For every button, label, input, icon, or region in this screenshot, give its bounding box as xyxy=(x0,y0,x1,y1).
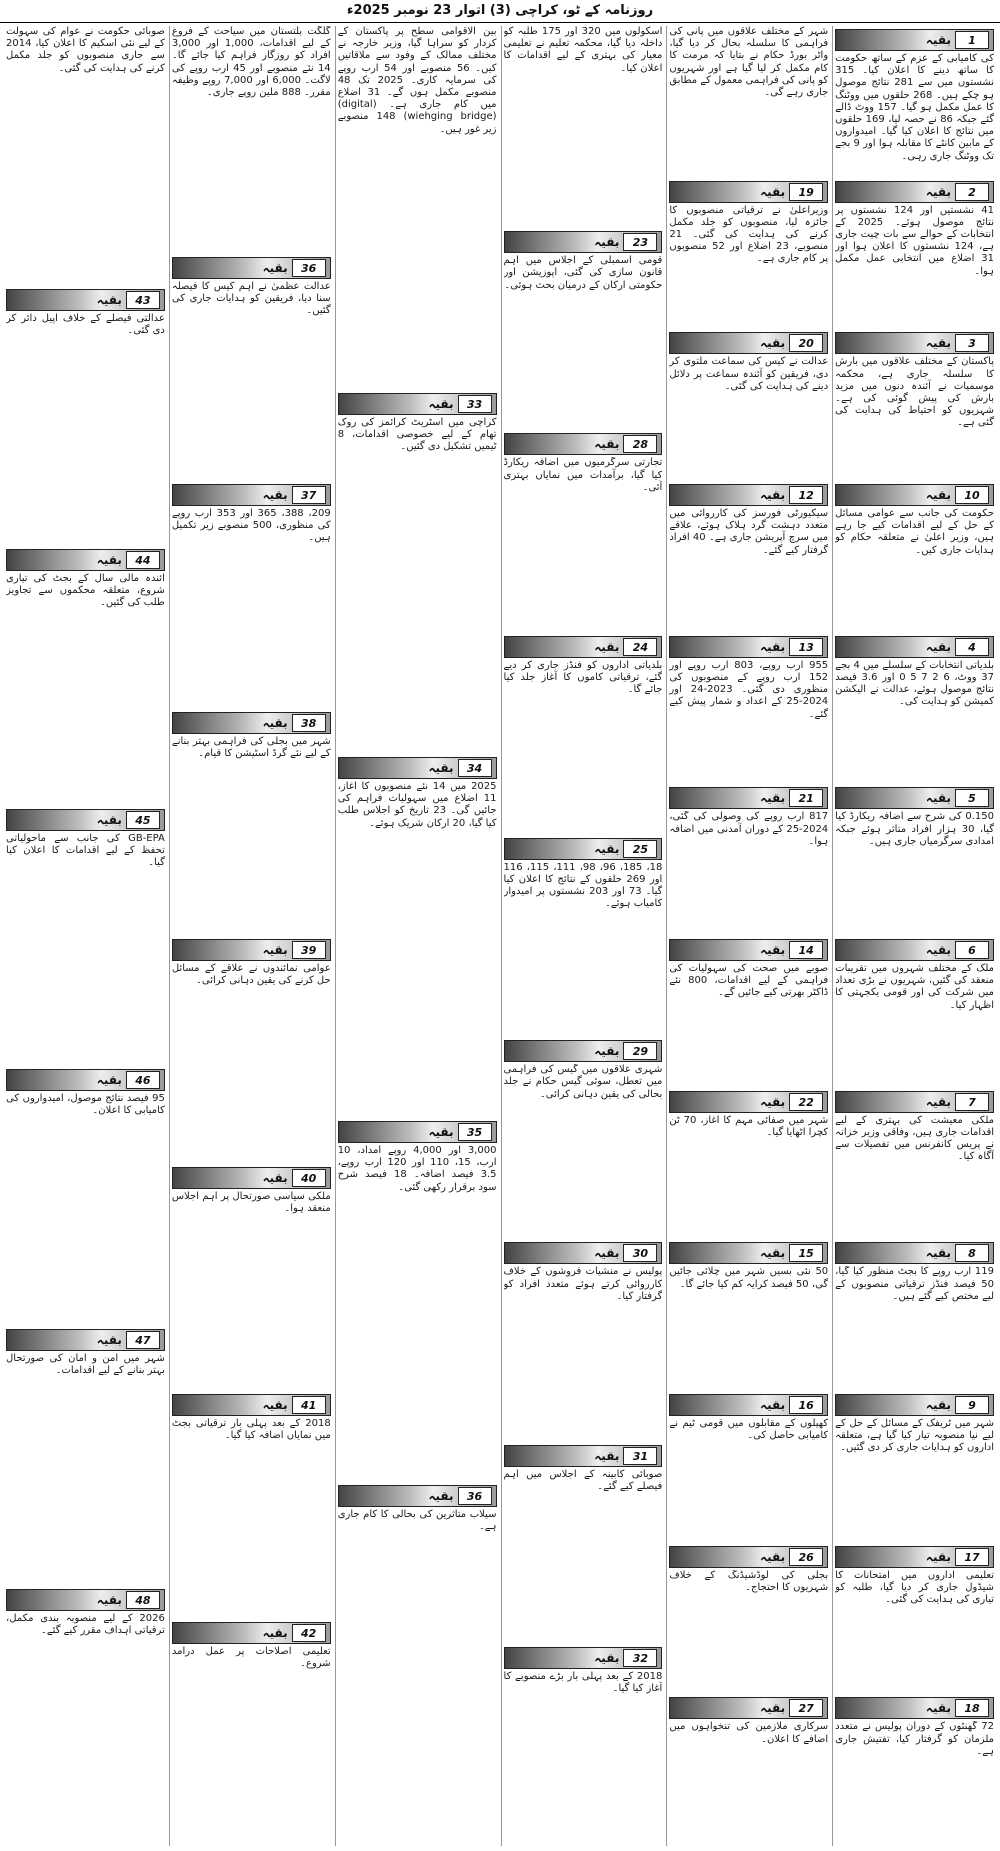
story-banner xyxy=(6,549,165,571)
story-banner xyxy=(172,939,331,961)
story-banner xyxy=(669,181,828,203)
banner-label: بقیہ xyxy=(760,1549,786,1564)
story-banner xyxy=(669,484,828,506)
banner-label: بقیہ xyxy=(262,260,288,275)
story-number: 45 xyxy=(126,811,160,829)
story-text: 0.150 کی شرح سے اضافہ ریکارڈ کیا گیا، 30 ہزار افراد متاثر ہوئے جبکہ امدادی سرگرمیاں جاری ہیں۔ xyxy=(835,811,994,847)
story-number: 17 xyxy=(955,1548,989,1566)
story-banner xyxy=(835,484,994,506)
banner-label: بقیہ xyxy=(594,437,620,452)
banner-label: بقیہ xyxy=(760,1701,786,1716)
story-banner xyxy=(835,29,994,51)
story-banner xyxy=(6,1589,165,1611)
story-text: تعلیمی اصلاحات پر عمل درآمد شروع۔ xyxy=(171,1645,331,1669)
story-text: شہر کے مختلف علاقوں میں پانی کی فراہمی کا سلسلہ بحال کر دیا گیا، واٹر بورڈ حکام نے بتایا کہ مرمت کا کام مکمل کر لیا گیا ہے اور شہریوں کو پانی کی فراہمی معمول کے مطابق جاری رہے گی۔ xyxy=(669,26,829,99)
story xyxy=(835,936,994,1088)
story-number: 14 xyxy=(789,941,823,959)
story-number: 2 xyxy=(955,183,989,201)
story-number: 7 xyxy=(955,1093,989,1111)
story xyxy=(6,1066,165,1326)
story xyxy=(504,26,663,228)
banner-label: بقیہ xyxy=(262,943,288,957)
story-number: 46 xyxy=(126,1071,160,1089)
story-text: ملکی سیاسی صورتحال پر اہم اجلاس منعقد ہوا۔ xyxy=(171,1190,331,1214)
banner-label: بقیہ xyxy=(96,813,122,827)
banner-label: بقیہ xyxy=(262,1625,288,1640)
story-number: 35 xyxy=(458,1123,492,1141)
banner-label: بقیہ xyxy=(760,184,786,199)
banner-label: بقیہ xyxy=(96,1593,122,1607)
banner-label: بقیہ xyxy=(760,336,786,351)
story xyxy=(669,1694,828,1846)
banner-label: بقیہ xyxy=(760,791,786,806)
story-text: 2026 کے لیے منصوبہ بندی مکمل، ترقیاتی اہداف مقرر کیے گئے۔ xyxy=(6,1613,165,1637)
story-number: 47 xyxy=(126,1331,160,1349)
story-banner xyxy=(669,1242,828,1264)
story-number: 1 xyxy=(955,31,989,49)
story-banner xyxy=(835,1394,994,1416)
story xyxy=(172,26,331,254)
banner-label: بقیہ xyxy=(925,1398,951,1413)
story xyxy=(172,254,331,482)
story-text: سرکاری ملازمین کی تنخواہوں میں اضافے کا اعلان۔ xyxy=(669,1721,829,1745)
story-text: 119 ارب روپے کا بجٹ منظور کیا گیا، 50 فیصد فنڈز ترقیاتی منصوبوں کے لیے مختص کیے گئے ہیں۔ xyxy=(835,1266,994,1302)
banner-label: بقیہ xyxy=(428,1489,454,1503)
story-text: شہری علاقوں میں گیس کی فراہمی میں تعطل، سوئی گیس حکام نے جلد بحالی کی یقین دہانی کرائی۔ xyxy=(503,1064,663,1100)
story-banner xyxy=(6,289,165,311)
story-number: 29 xyxy=(623,1042,657,1060)
banner-label: بقیہ xyxy=(428,397,454,411)
story xyxy=(6,546,165,806)
story-banner xyxy=(504,838,663,860)
story-banner xyxy=(504,231,663,253)
story-text: صوبے میں صحت کی سہولیات کی فراہمی کے لیے اقدامات، 800 نئے ڈاکٹر بھرتی کیے جائیں گے۔ xyxy=(669,963,829,999)
story-number: 25 xyxy=(623,840,657,858)
story-text: بین الاقوامی سطح پر پاکستان کے کردار کو سراہا گیا، وزیر خارجہ نے مختلف ممالک کے وفود سے ملاقاتیں کیں۔ 56 منصوبے اور 54 ارب روپے کی سرمایہ کاری۔ 2025 تک 48 منصوبے مکمل ہوں گے۔ 31 اضلاع میں کام جاری ہے۔ (digital) (wiehging bridge) 148 منصوبے زیر غور ہیں۔ xyxy=(337,26,497,135)
story-text: 955 ارب روپے، 803 ارب روپے اور 152 ارب روپے کے منصوبوں کی منظوری دی گئی۔ 2023-24 اور 2024-25 کے اعداد و شمار پیش کیے گئے۔ xyxy=(669,659,829,720)
story-text: کی کامیابی کے عزم کے ساتھ حکومت کا ساتھ دینے کا اعلان کیا۔ 315 نشستوں میں سے 281 نتائج موصول ہو چکے ہیں۔ 268 حلقوں میں ووٹنگ کا عمل مکمل ہو گیا۔ 157 ووٹ ڈالے گئے جبکہ 86 نے حصہ لیا، 169 حلقوں میں نتائج کا اعلان کیا گیا۔ امیدواروں کے مابین کانٹے کا مقابلہ ہوا اور 9 بجے تک ووٹنگ جاری رہی۔ xyxy=(835,53,994,162)
story-banner xyxy=(669,1697,828,1719)
story-banner xyxy=(669,787,828,809)
story-text: آئندہ مالی سال کے بجٹ کی تیاری شروع، متعلقہ محکموں سے تجاویز طلب کی گئیں۔ xyxy=(6,573,165,609)
story-text: 95 فیصد نتائج موصول، امیدواروں کی کامیابی کا اعلان۔ xyxy=(6,1093,165,1117)
story xyxy=(504,835,663,1037)
banner-label: بقیہ xyxy=(96,1333,122,1347)
story xyxy=(835,1694,994,1846)
story-banner xyxy=(835,939,994,961)
story-text: بلدیاتی انتخابات کے سلسلے میں 4 بجے 37 ووٹ، 6 2 7 5 0 اور 3.6 فیصد نتائج موصول ہوئے، عدالت نے الیکشن کمیشن کو ہدایت کی۔ xyxy=(835,659,994,708)
banner-label: بقیہ xyxy=(428,1125,454,1139)
story xyxy=(338,1482,497,1846)
banner-label: بقیہ xyxy=(262,488,288,502)
story-banner xyxy=(835,636,994,658)
story xyxy=(669,1543,828,1695)
column-6 xyxy=(4,26,167,1846)
story-text: بجلی کی لوڈشیڈنگ کے خلاف شہریوں کا احتجاج۔ xyxy=(669,1569,829,1593)
story-text: 41 نشستیں اور 124 نشستوں پر نتائج موصول ہوئے۔ 2025 کے انتخابات کے حوالے سے بات چیت جاری ہے، 124 نشستوں کا اعلان ہوا اور 31 اضلاع میں انتخابی عمل مکمل ہوا۔ xyxy=(835,204,994,277)
story-banner xyxy=(669,939,828,961)
story-text: کھیلوں کے مقابلوں میں قومی ٹیم نے کامیابی حاصل کی۔ xyxy=(669,1418,829,1442)
story-banner xyxy=(504,433,663,455)
story-banner xyxy=(6,1329,165,1351)
story-text: شہر میں بجلی کی فراہمی بہتر بنانے کے لیے نئے گرڈ اسٹیشن کا قیام۔ xyxy=(171,735,331,759)
story-number: 10 xyxy=(955,486,989,504)
story-banner xyxy=(669,1394,828,1416)
story xyxy=(835,1391,994,1543)
story xyxy=(172,1164,331,1392)
story-banner xyxy=(669,332,828,354)
story-text: GB-EPA کی جانب سے ماحولیاتی تحفظ کے لیے اقدامات کا اعلان کیا گیا۔ xyxy=(6,833,165,869)
story-text: عدالتی فیصلے کے خلاف اپیل دائر کر دی گئی۔ xyxy=(6,313,165,337)
story xyxy=(669,936,828,1088)
story xyxy=(835,481,994,633)
banner-label: بقیہ xyxy=(594,235,620,250)
story-banner xyxy=(504,1445,663,1467)
story-number: 36 xyxy=(458,1487,492,1505)
story xyxy=(338,26,497,390)
story xyxy=(504,1239,663,1441)
story-number: 5 xyxy=(955,789,989,807)
story xyxy=(338,390,497,754)
story-number: 13 xyxy=(789,638,823,656)
banner-label: بقیہ xyxy=(925,1549,951,1564)
story-number: 41 xyxy=(292,1396,326,1414)
story-text: وزیراعلیٰ نے ترقیاتی منصوبوں کا جائزہ لیا، منصوبوں کو جلد مکمل کرنے کی ہدایت کی گئی۔ 21 منصوبے، 23 اضلاع اور 52 منصوبوں پر کام جاری ہے۔ xyxy=(669,204,829,265)
story-banner xyxy=(504,1040,663,1062)
story-text: 18، 185، 96، 98، 111، 115، 116 اور 269 حلقوں کے نتائج کا اعلان کیا گیا۔ 73 اور 203 نشستوں پر امیدوار کامیاب ہوئے۔ xyxy=(503,861,663,910)
story-text: تعلیمی اداروں میں امتحانات کا شیڈول جاری کر دیا گیا، طلبہ کو تیاری کی ہدایت کی گئی۔ xyxy=(835,1569,994,1606)
banner-label: بقیہ xyxy=(594,1448,620,1463)
column-3 xyxy=(501,26,665,1846)
story-number: 43 xyxy=(126,291,160,309)
story xyxy=(669,633,828,785)
story-banner xyxy=(669,636,828,658)
story-text: عوامی نمائندوں نے علاقے کے مسائل حل کرنے کی یقین دہانی کرائی۔ xyxy=(171,963,331,987)
story-number: 8 xyxy=(955,1244,989,1262)
story-number: 4 xyxy=(955,638,989,656)
banner-label: بقیہ xyxy=(925,1701,951,1716)
story-banner xyxy=(835,787,994,809)
story-number: 15 xyxy=(789,1244,823,1262)
story-text: کراچی میں اسٹریٹ کرائمز کی روک تھام کے لیے خصوصی اقدامات، 8 ٹیمیں تشکیل دی گئیں۔ xyxy=(337,417,497,453)
story-text: 2025 میں 14 نئے منصوبوں کا آغاز، 11 اضلاع میں سہولیات فراہم کی جائیں گی۔ 23 تاریخ کو اجلاس طلب کیا گیا، 20 ارکان شریک ہوئے۔ xyxy=(337,781,497,829)
banner-label: بقیہ xyxy=(760,943,786,958)
story xyxy=(504,228,663,430)
story xyxy=(172,1619,331,1847)
story-text: 209، 388، 365 اور 353 ارب روپے کی منظوری، 500 منصوبے زیر تکمیل ہیں۔ xyxy=(171,508,331,544)
story-text: 2018 کے بعد پہلی بار ترقیاتی بجٹ میں نمایاں اضافہ کیا گیا۔ xyxy=(171,1418,331,1442)
story-banner xyxy=(172,484,331,506)
story xyxy=(669,329,828,481)
story-banner xyxy=(338,393,497,415)
story xyxy=(669,1088,828,1240)
story xyxy=(669,1239,828,1391)
story-banner xyxy=(338,1121,497,1143)
story-banner xyxy=(504,636,663,658)
story-number: 20 xyxy=(789,334,823,352)
story-text: شہر میں صفائی مہم کا آغاز، 70 ٹن کچرا اٹھایا گیا۔ xyxy=(669,1114,829,1138)
story-number: 12 xyxy=(789,486,823,504)
story-banner xyxy=(669,1091,828,1113)
columns-container xyxy=(4,26,996,1846)
story xyxy=(504,430,663,632)
story-text: 72 گھنٹوں کے دوران پولیس نے متعدد ملزمان کو گرفتار کیا، تفتیش جاری ہے۔ xyxy=(835,1721,994,1757)
banner-label: بقیہ xyxy=(760,1246,786,1261)
banner-label: بقیہ xyxy=(925,943,951,958)
story xyxy=(172,709,331,937)
story-banner xyxy=(835,1546,994,1568)
story xyxy=(504,1644,663,1846)
story-text: قومی اسمبلی کے اجلاس میں اہم قانون سازی کی گئی، اپوزیشن اور حکومتی ارکان کے درمیان بحث ہوئی۔ xyxy=(503,255,663,291)
story-banner xyxy=(172,1394,331,1416)
story-number: 21 xyxy=(789,789,823,807)
column-4 xyxy=(335,26,499,1846)
banner-label: بقیہ xyxy=(925,184,951,199)
banner-label: بقیہ xyxy=(760,1094,786,1109)
story xyxy=(835,1543,994,1695)
story xyxy=(669,481,828,633)
story xyxy=(835,178,994,330)
story-banner xyxy=(504,1242,663,1264)
story-number: 23 xyxy=(623,233,657,251)
story xyxy=(835,633,994,785)
story-number: 33 xyxy=(458,395,492,413)
story-number: 9 xyxy=(955,1396,989,1414)
story xyxy=(835,329,994,481)
story xyxy=(172,481,331,709)
story-banner xyxy=(338,757,497,779)
story-number: 48 xyxy=(126,1591,160,1609)
banner-label: بقیہ xyxy=(594,1246,620,1261)
story xyxy=(6,806,165,1066)
story-banner xyxy=(6,1069,165,1091)
story xyxy=(338,754,497,1118)
story-text: صوبائی حکومت نے عوام کی سہولت کے لیے نئی اسکیم کا اعلان کیا، 2014 سے جاری منصوبوں کو جلد مکمل کرنے کی ہدایت کی گئی۔ xyxy=(6,26,165,74)
story xyxy=(835,1088,994,1240)
story xyxy=(338,1118,497,1482)
story-banner xyxy=(835,181,994,203)
story-number: 38 xyxy=(292,714,326,732)
story xyxy=(835,784,994,936)
story-banner xyxy=(172,1622,331,1644)
banner-label: بقیہ xyxy=(760,1398,786,1413)
story-number: 19 xyxy=(789,183,823,201)
story-text: ملک کے مختلف شہروں میں تقریبات منعقد کی گئیں، شہریوں نے بڑی تعداد میں شرکت کی اور قومی یکجہتی کا اظہار کیا۔ xyxy=(835,963,994,1011)
story-number: 44 xyxy=(126,551,160,569)
story xyxy=(669,26,828,178)
story-text: پاکستان کے مختلف علاقوں میں بارش کا سلسلہ جاری ہے، محکمہ موسمیات نے آئندہ دنوں میں مزید بارش کی پیش گوئی کی ہے۔ شہریوں کو احتیاط کی ہدایت کی گئی ہے۔ xyxy=(835,356,994,429)
story-number: 26 xyxy=(789,1548,823,1566)
story-number: 27 xyxy=(789,1699,823,1717)
banner-label: بقیہ xyxy=(925,1094,951,1109)
story-banner xyxy=(835,1091,994,1113)
banner-label: بقیہ xyxy=(96,293,122,307)
banner-label: بقیہ xyxy=(925,791,951,806)
story-text: سیکیورٹی فورسز کی کارروائی میں متعدد دہشت گرد ہلاک ہوئے، علاقے میں سرچ آپریشن جاری ہے۔ 40 افراد گرفتار کیے گئے۔ xyxy=(669,508,829,556)
story-number: 36 xyxy=(292,259,326,277)
banner-label: بقیہ xyxy=(262,715,288,730)
column-5 xyxy=(169,26,333,1846)
banner-label: بقیہ xyxy=(925,336,951,351)
story xyxy=(6,26,165,286)
story-number: 24 xyxy=(623,638,657,656)
story-text: تجارتی سرگرمیوں میں اضافہ ریکارڈ کیا گیا، برآمدات میں نمایاں بہتری آئی۔ xyxy=(503,457,663,493)
banner-label: بقیہ xyxy=(262,1398,288,1412)
story-banner xyxy=(172,712,331,734)
story-text: 50 نئی بسیں شہر میں چلائی جائیں گی، 50 فیصد کرایہ کم کیا جائے گا۔ xyxy=(669,1266,829,1290)
story-number: 34 xyxy=(458,759,492,777)
story-number: 3 xyxy=(955,334,989,352)
story-text: عدالت نے کیس کی سماعت ملتوی کر دی، فریقین کو آئندہ سماعت پر دلائل دینے کی ہدایت کی گئی۔ xyxy=(669,356,829,392)
story-text: شہر میں امن و امان کی صورتحال بہتر بنانے کے لیے اقدامات۔ xyxy=(6,1353,165,1377)
story xyxy=(504,633,663,835)
column-2 xyxy=(666,26,830,1846)
story-text: 3,000 اور 4,000 روپے امداد، 10 ارب، 15، 110 اور 120 ارب روپے، 3.5 فیصد اضافہ۔ 18 فیصد شرح سود برقرار رکھی گئی۔ xyxy=(337,1145,497,1193)
story-banner xyxy=(669,1546,828,1568)
banner-label: بقیہ xyxy=(96,553,122,567)
story xyxy=(835,1239,994,1391)
story-text: گلگت بلتستان میں سیاحت کے فروغ کے لیے اقدامات، 1,000 اور 3,000 افراد کو روزگار فراہم کیا جائے گا۔ 14 نئے منصوبے اور 45 ارب روپے کی لاگت۔ 6,000 اور 7,000 روپے وظیفہ مقرر۔ 888 ملین روپے جاری۔ xyxy=(171,26,331,99)
story-text: 2018 کے بعد پہلی بار بڑے منصوبے کا آغاز کیا گیا۔ xyxy=(503,1670,663,1694)
story-number: 42 xyxy=(292,1624,326,1642)
story-number: 16 xyxy=(789,1396,823,1414)
story-number: 39 xyxy=(292,941,326,959)
story-text: بلدیاتی اداروں کو فنڈز جاری کر دیے گئے، ترقیاتی کاموں کا آغاز جلد کیا جائے گا۔ xyxy=(503,659,663,696)
story-number: 28 xyxy=(623,435,657,453)
story-text: عدالت عظمیٰ نے اہم کیس کا فیصلہ سنا دیا، فریقین کو ہدایات جاری کی گئیں۔ xyxy=(171,280,331,316)
banner-label: بقیہ xyxy=(594,639,620,654)
story xyxy=(6,1586,165,1846)
story xyxy=(669,784,828,936)
story-text: ملکی معیشت کی بہتری کے لیے اقدامات جاری ہیں، وفاقی وزیر خزانہ نے پریس کانفرنس میں تفصیلات سے آگاہ کیا۔ xyxy=(835,1114,994,1163)
banner-label: بقیہ xyxy=(925,488,951,503)
story-banner xyxy=(504,1647,663,1669)
story-number: 31 xyxy=(623,1447,657,1465)
story-banner xyxy=(338,1485,497,1507)
story-number: 40 xyxy=(292,1169,326,1187)
story-number: 6 xyxy=(955,941,989,959)
story-banner xyxy=(172,257,331,279)
story xyxy=(669,1391,828,1543)
story-text: سیلاب متاثرین کی بحالی کا کام جاری ہے۔ xyxy=(337,1509,497,1533)
column-1 xyxy=(832,26,996,1846)
banner-label: بقیہ xyxy=(96,1073,122,1087)
story-banner xyxy=(835,1242,994,1264)
story-banner xyxy=(6,809,165,831)
banner-label: بقیہ xyxy=(262,1170,288,1185)
page-masthead: روزنامہ کے ٹو، کراچی (3) اتوار 23 نومبر 2025ء xyxy=(0,0,1000,23)
story-number: 18 xyxy=(955,1699,989,1717)
banner-label: بقیہ xyxy=(760,639,786,654)
banner-label: بقیہ xyxy=(925,1246,951,1261)
story xyxy=(6,286,165,546)
banner-label: بقیہ xyxy=(428,761,454,775)
banner-label: بقیہ xyxy=(594,841,620,856)
story-text: پولیس نے منشیات فروشوں کے خلاف کارروائی کرتے ہوئے متعدد افراد کو گرفتار کیا۔ xyxy=(503,1266,663,1302)
story-text: صوبائی کابینہ کے اجلاس میں اہم فیصلے کیے گئے۔ xyxy=(503,1468,663,1492)
story xyxy=(6,1326,165,1586)
story-number: 32 xyxy=(623,1649,657,1667)
story-number: 37 xyxy=(292,486,326,504)
story-text: حکومت کی جانب سے عوامی مسائل کے حل کے لیے اقدامات کیے جا رہے ہیں، وزیر اعلیٰ نے متعلقہ حکام کو ہدایات جاری کیں۔ xyxy=(835,508,994,556)
banner-label: بقیہ xyxy=(925,639,951,654)
story xyxy=(172,1391,331,1619)
story xyxy=(669,178,828,330)
banner-label: بقیہ xyxy=(925,33,951,47)
story-banner xyxy=(835,1697,994,1719)
story-text: 817 ارب روپے کی وصولی کی گئی، 2024-25 کے دوران آمدنی میں اضافہ ہوا۔ xyxy=(669,811,829,847)
banner-label: بقیہ xyxy=(594,1044,620,1059)
story-banner xyxy=(835,332,994,354)
story-text: اسکولوں میں 320 اور 175 طلبہ کو داخلہ دیا گیا، محکمہ تعلیم نے تعلیمی معیار کی بہتری کے لیے اقدامات کا اعلان کیا۔ xyxy=(503,26,663,74)
story-number: 30 xyxy=(623,1244,657,1262)
banner-label: بقیہ xyxy=(760,488,786,503)
story xyxy=(504,1037,663,1239)
story xyxy=(835,26,994,178)
banner-label: بقیہ xyxy=(594,1650,620,1665)
story-text: شہر میں ٹریفک کے مسائل کے حل کے لیے نیا منصوبہ تیار کیا گیا ہے، متعلقہ اداروں کو ہدایات جاری کر دی گئیں۔ xyxy=(835,1418,994,1454)
story-number: 22 xyxy=(789,1093,823,1111)
story xyxy=(172,936,331,1164)
story-banner xyxy=(172,1167,331,1189)
story xyxy=(504,1442,663,1644)
